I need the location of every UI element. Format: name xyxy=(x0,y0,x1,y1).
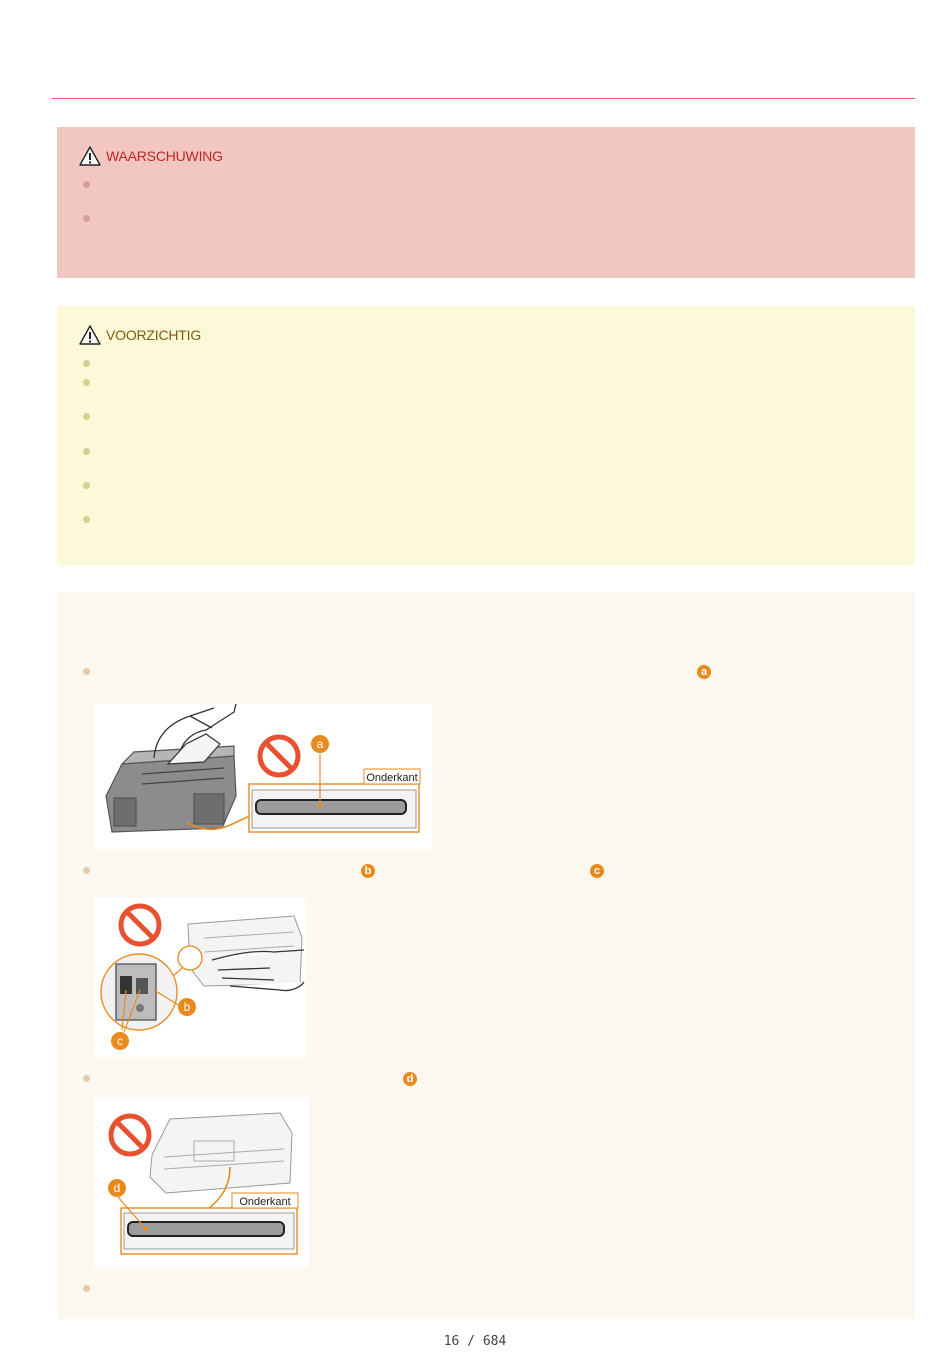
caution-bullet-4 xyxy=(83,448,90,455)
cartridge-illustration xyxy=(106,746,236,832)
figure-drum-bottom-2 xyxy=(94,1097,309,1268)
caution-bullet-3 xyxy=(83,413,90,420)
page-number: 16 / 684 xyxy=(443,1334,507,1349)
prohibited-icon xyxy=(260,737,298,775)
prohibited-icon xyxy=(111,1116,149,1154)
important-bullet-3 xyxy=(83,1075,90,1082)
caution-bullet-1 xyxy=(83,360,90,367)
callout-b: b xyxy=(183,1000,191,1014)
important-bullet-1 xyxy=(83,668,90,675)
warning-title-text: WAARSCHUWING xyxy=(106,148,223,164)
callout-c: c xyxy=(117,1034,123,1048)
marker-c: c xyxy=(590,864,604,878)
marker-b: b xyxy=(361,864,375,878)
figure-drum-bottom xyxy=(94,704,432,849)
caution-bullet-5 xyxy=(83,482,90,489)
callout-a: a xyxy=(316,737,324,751)
warning-triangle-icon xyxy=(79,146,101,166)
important-bullet-4 xyxy=(83,1285,90,1292)
warning-title xyxy=(79,146,223,166)
caution-box xyxy=(57,306,915,565)
warning-bullet-2 xyxy=(83,215,90,222)
warning-bullet-1 xyxy=(83,181,90,188)
caution-title-text: VOORZICHTIG xyxy=(106,327,202,343)
prohibited-icon xyxy=(121,906,159,944)
warning-box xyxy=(57,127,915,278)
warning-triangle-icon xyxy=(79,325,101,345)
top-rule xyxy=(52,98,915,99)
label-onderkant: Onderkant xyxy=(366,772,418,784)
marker-a: a xyxy=(697,665,711,679)
caution-bullet-2 xyxy=(83,379,90,386)
label-onderkant: Onderkant xyxy=(239,1196,291,1208)
important-bullet-2 xyxy=(83,867,90,874)
caution-title xyxy=(79,325,201,345)
callout-d: d xyxy=(113,1181,121,1195)
marker-d: d xyxy=(403,1072,417,1086)
caution-bullet-6 xyxy=(83,516,90,523)
figure-contacts xyxy=(94,898,307,1057)
